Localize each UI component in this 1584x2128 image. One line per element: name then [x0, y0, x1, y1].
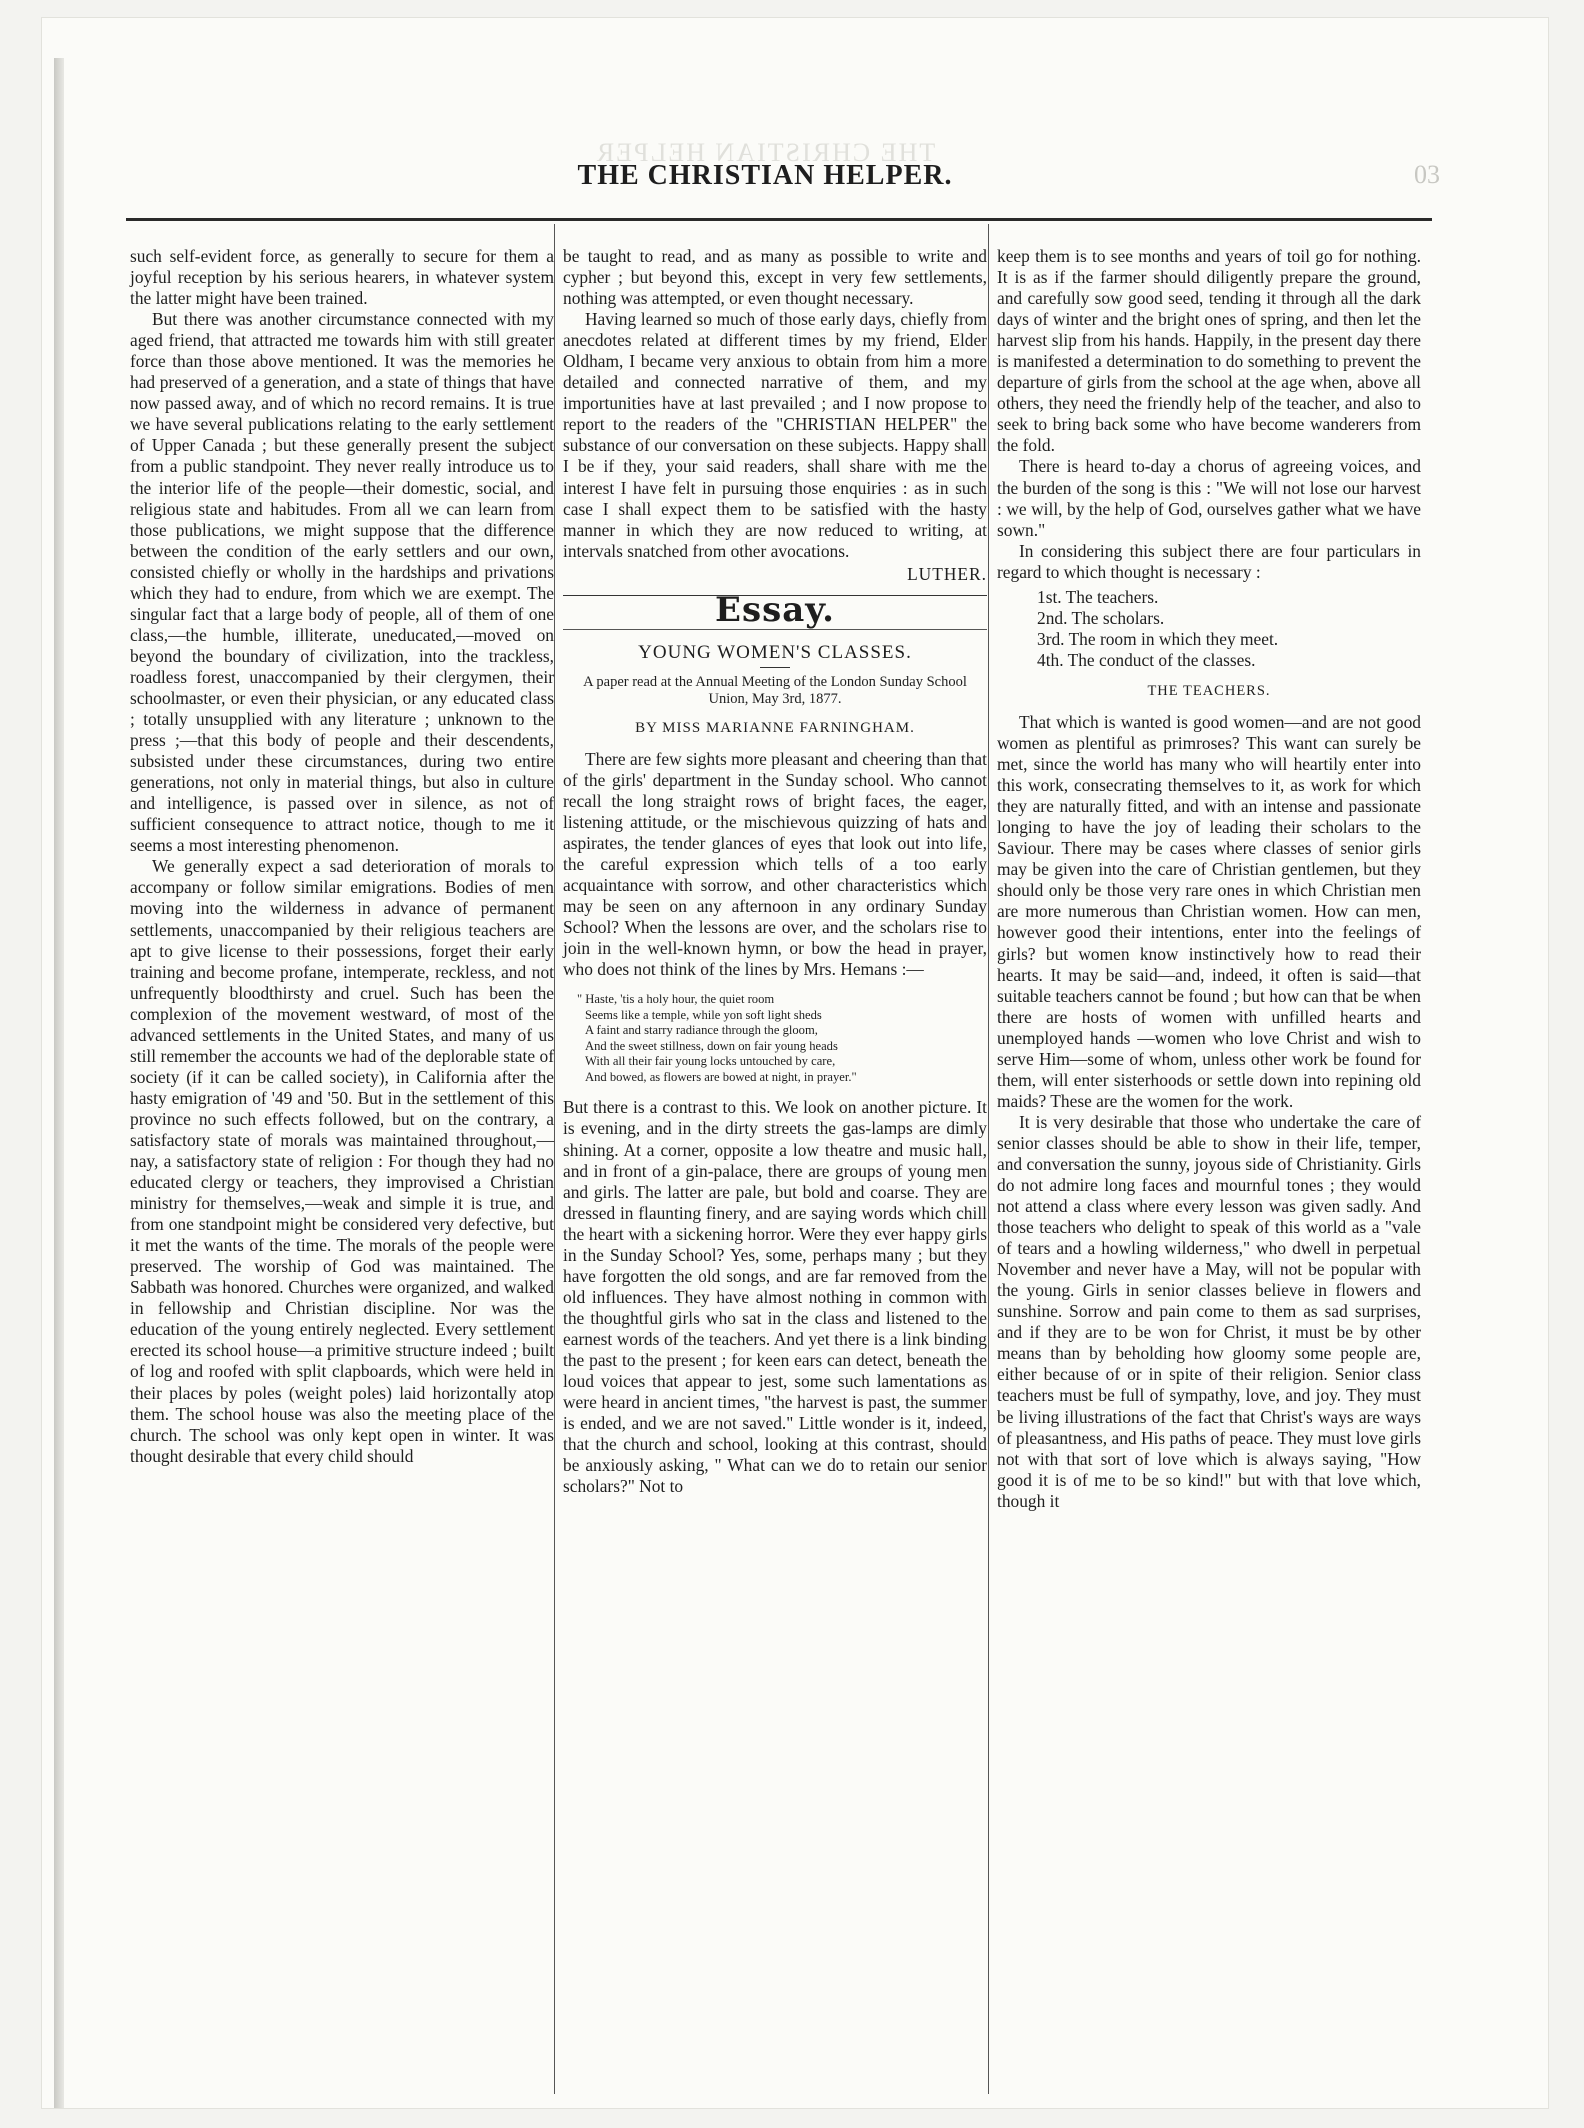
show-through-text: THE CHRISTIAN HELPER	[594, 138, 936, 167]
paragraph: be taught to read, and as many as possible to write and cypher ; but beyond this, except in very few settlements, nothing was attempted, or even thought necessary.	[563, 246, 987, 309]
page-edge-shadow	[54, 58, 64, 2108]
section-title: Essay.	[715, 589, 835, 630]
paragraph: But there is a contrast to this. We look on another picture. It is evening, and in the dirty streets the gas-lamps are dimly shining. At a corner, opposite a low theatre and music hall, and in front of a gin-palace, there are groups of young men and girls. The latter are pale, but bold and coarse. They are dressed in flaunting finery, and are saying words which chill the heart with a sickening horror. Were they ever happy girls in the Sunday School? Yes, some, perhaps many ; but they have forgotten the old songs, and are far removed from the old influences. They have almost nothing in common with the thoughtful girls who sat in the class and listened to the earnest words of the teachers. And yet there is a link binding the past to the present ; for keen ears can detect, beneath the loud voices that appear to jest, some such lamentations as were heard in ancient times, "the harvest is past, the summer is ended, and we are not saved." Little wonder is it, indeed, that the church and school, looking at this contrast, should be anxiously asking, " What can we do to retain our senior scholars?" Not to	[563, 1097, 987, 1497]
list-item: 3rd. The room in which they meet.	[1037, 628, 1279, 649]
page-header	[90, 138, 1440, 204]
list-item: 4th. The conduct of the classes.	[1037, 649, 1256, 670]
paragraph: There is heard to-day a chorus of agreeing voices, and the burden of the song is this : "We will not lose our harvest : we will, by the help of God, ourselves gather what we have sown."	[997, 456, 1421, 540]
poem-line: With all their fair young locks untouched by care,	[585, 1054, 836, 1069]
signature: LUTHER.	[907, 563, 987, 584]
column-divider	[988, 224, 989, 2094]
section-heading: THE TEACHERS.	[1147, 682, 1271, 699]
paragraph: That which is wanted is good women—and are not good women as plentiful as primroses? This want can surely be met, since the world has many who will heartily enter into this work, consecrating themselves to it, as work for which they are naturally fitted, and with an intense and passionate longing to have the joy of leading their scholars to the Saviour. There may be cases where classes of senior girls may be given into the care of Christian gentlemen, but they should only be those very rare ones in which Christian men are more numerous than Christian women. How can men, however good their intentions, enter into the feelings of girls? but women know instinctively how to read their hearts. It may be said—and, indeed, it often is said—that suitable teachers cannot be found ; but how can that be when there are hosts of women with unfilled hearts and unemployed hands —women who love Christ and wish to serve Him—some of whom, unless other work be found for them, will enter sisterhoods or settle down into repining old maids? These are the women for the work.	[997, 711, 1421, 1111]
poem-line: " Haste, 'tis a holy hour, the quiet room	[577, 992, 775, 1007]
paragraph: We generally expect a sad deterioration of morals to accompany or follow similar emigrations. Bodies of men moving into the wilderness in advance of permanent settlements, unaccompanied by their religious teachers are apt to give license to their possessions, forget their early training and become profane, intemperate, reckless, and not unfrequently bloodthirsty and cruel. Such has been the complexion of the movement westward, of most of the advanced settlements in the United States, and many of us still remember the accounts we had of the deplorable state of society (if it can be called society), in California after the hasty emigration of '49 and '50. But in the settlement of this province no such effects followed, but on the contrary, a satisfactory state of morals was maintained throughout,—nay, a satisfactory state of religion : For though they had no educated clergy or teachers, they improvised a Christian ministry for themselves,—weak and simple it is true, and from one standpoint might be considered very defective, but it met the wants of the time. The morals of the people were preserved. The worship of God was maintained. The Sabbath was honored. Churches were organized, and walked in fellowship and Christian discipline. Nor was the education of the young entirely neglected. Every settlement erected its school house—a primitive structure indeed ; built of log and roofed with split clapboards, which were held in their places by poles (weight poles) laid horizontally atop them. The school house was also the meeting place of the church. The school was only kept open in winter. It was thought desirable that every child should	[130, 856, 554, 1466]
article-title: YOUNG WOMEN'S CLASSES.	[638, 641, 912, 663]
column-divider	[554, 224, 555, 2094]
title-dash	[760, 667, 790, 668]
column-2	[563, 246, 987, 2090]
poem-line: Seems like a temple, while yon soft light sheds	[585, 1007, 822, 1022]
paragraph: Having learned so much of those early days, chiefly from anecdotes related at different times by my friend, Elder Oldham, I became very anxious to obtain from him a more detailed and connected narrative of them, and my importunities have at last prevailed ; and I now propose to report to the readers of the "CHRISTIAN HELPER" the substance of our conversation on these subjects. Happy shall I be if they, your said readers, shall share with me the interest I have felt in pursuing those enquiries : as in such case I shall expect them to be satisfied with the hasty manner in which they are now reduced to writing, at intervals snatched from other avocations.	[563, 309, 987, 561]
article-subtitle: A paper read at the Annual Meeting of the London Sunday School Union, May 3rd, 1877.	[583, 673, 967, 707]
paragraph: But there was another circumstance connected with my aged friend, that attracted me towards him with still greater force than those above mentioned. It was the memories he had preserved of a generation, and a state of things that have now passed away, and of which no record remains. It is true we have several publications relating to the early settlement of Upper Canada ; but these generally present the subject from a public standpoint. They never really introduce us to the interior life of the people—their domestic, social, and religious state and habitudes. From all we can learn from those publications, we might suppose that the difference between the condition of the early settlers and our own, consisted chiefly or wholly in the hardships and privations which they had to endure, from which we are exempt. The singular fact that a large body of people, all of them of one class,—the humble, illiterate, uneducated,—moved on beyond the boundary of civilization, into the trackless, roadless forest, unaccompanied by their clergymen, their schoolmaster, or even their physician, or any educated class ; totally unsupplied with any literature ; unknown to the press ;—that this body of people and their descendents, subsisted under these circumstances, during two entire generations, not only in material things, but also in culture and intelligence, is passed over in silence, as not of sufficient consequence to attract notice, though to me it seems a most interesting phenomenon.	[130, 309, 554, 856]
column-1	[130, 246, 554, 2090]
poem-quote	[577, 992, 987, 1085]
poem-line: And bowed, as flowers are bowed at night, in prayer."	[585, 1069, 857, 1084]
poem-line: A faint and starry radiance through the gloom,	[585, 1023, 818, 1038]
list-item: 2nd. The scholars.	[1037, 607, 1165, 628]
page-number: 03	[1414, 160, 1440, 189]
paragraph: keep them is to see months and years of toil go for nothing. It is as if the farmer should diligently prepare the ground, and carefully sow good seed, tending it through all the dark days of winter and the bright ones of spring, and then let the harvest slip from his hands. Happily, in the present day there is manifested a determination to do something to prevent the departure of girls from the school at the age when, above all others, they need the friendly help of the teacher, and also to seek to bring back some who have become wanderers from the fold.	[997, 246, 1421, 456]
paragraph: There are few sights more pleasant and cheering than that of the girls' department in the Sunday school. Who cannot recall the long straight rows of bright faces, the eager, listening attitude, or the mischievous quizzing of hats and aspirates, the tender glances of eyes that look out into life, the careful expression which tells of a too early acquaintance with sorrow, and other characteristics which may be seen on any afternoon in any ordinary Sunday School? When the lessons are over, and the scholars rise to join in the well-known hymn, or bow the head in prayer, who does not think of the lines by Mrs. Hemans :—	[563, 748, 987, 980]
paragraph: such self-evident force, as generally to secure for them a joyful reception by his serious hearers, in whatever system the latter might have been trained.	[130, 246, 554, 309]
particulars-list	[1037, 587, 1421, 671]
byline: BY MISS MARIANNE FARNINGHAM.	[635, 719, 915, 736]
column-3	[997, 246, 1421, 2090]
poem-line: And the sweet stillness, down on fair young heads	[585, 1038, 838, 1053]
paragraph: In considering this subject there are four particulars in regard to which thought is necessary :	[997, 540, 1421, 582]
paragraph: It is very desirable that those who undertake the care of senior classes should be able to show in their life, temper, and conversation the sunny, joyous side of Christianity. Girls do not admire long faces and mournful tones ; they would not attend a class where every lesson was given sadly. And those teachers who delight to speak of this world as a "vale of tears and a howling wilderness," who dwell in perpetual November and never have a May, will not be popular with the young. Girls in senior classes believe in flowers and sunshine. Sorrow and pain come to them as sad surprises, and if they are to be won for Christ, it must be by other means than by beholding how gloomy some people are, either because of or in spite of their religion. Senior class teachers must be full of sympathy, love, and joy. They must be living illustrations of the fact that Christ's ways are ways of pleasantness, and His paths of peace. They must love girls not with that sort of love which is always saying, "How good it is of me to be so kind!" but with that love which, though it	[997, 1111, 1421, 1511]
list-item: 1st. The teachers.	[1037, 586, 1159, 607]
newspaper-title: THE CHRISTIAN HELPER.	[577, 160, 953, 191]
header-rule	[126, 218, 1432, 221]
